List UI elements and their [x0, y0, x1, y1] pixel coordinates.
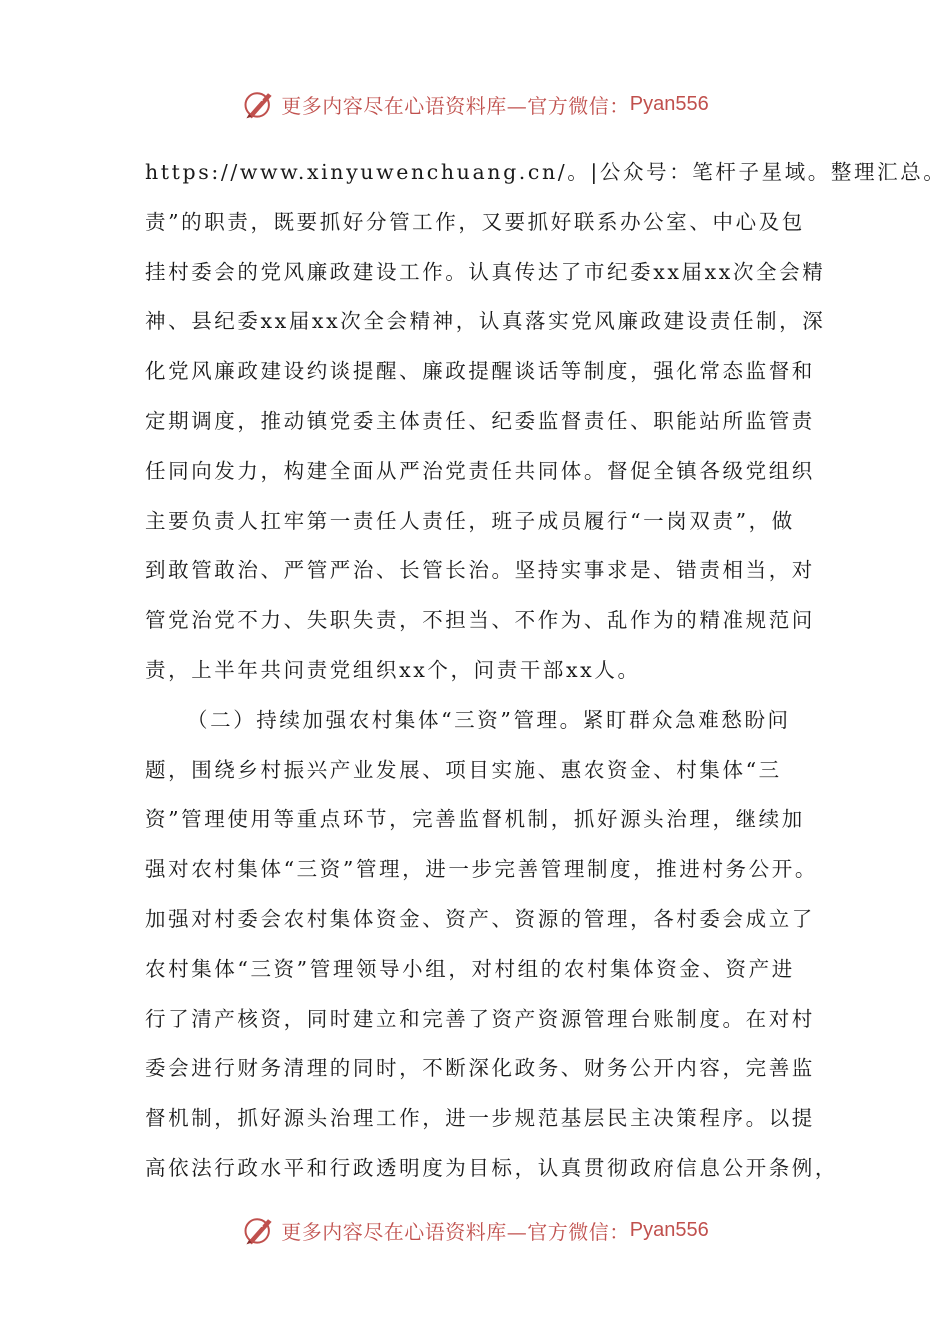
- text-line: https://www.xinyuwenchuang.cn/。|公众号：笔杆子星域。整理汇总。: [145, 160, 947, 184]
- pen-logo-icon: [241, 1212, 277, 1248]
- banner-wechat-id: Pyan556: [629, 92, 709, 115]
- banner-text: 更多内容尽在心语资料库—官方微信：: [281, 93, 630, 118]
- text-line: 加强对村委会农村集体资金、资产、资源的管理，各村委会成立了: [145, 906, 815, 931]
- text-line: 强对农村集体“三资”管理，进一步完善管理制度，推进村务公开。: [145, 857, 818, 882]
- text-line: 行了清产核资，同时建立和完善了资产资源管理台账制度。在对村: [145, 1006, 815, 1031]
- text-line: 挂村委会的党风廉政建设工作。认真传达了市纪委xx届xx次全会精: [145, 259, 826, 284]
- header-watermark-banner: [0, 84, 950, 124]
- text-line: 神、县纪委xx届xx次全会精神，认真落实党风廉政建设责任制，深: [145, 309, 826, 334]
- text-line: 农村集体“三资”管理领导小组，对村组的农村集体资金、资产进: [145, 956, 795, 981]
- text-line: 责，上半年共问责党组织xx个，问责干部xx人。: [145, 657, 641, 682]
- document-body: [145, 148, 947, 1194]
- text-line: 任同向发力，构建全面从严治党责任共同体。督促全镇各级党组织: [145, 458, 815, 483]
- text-line: 到敢管敢治、严管严治、长管长治。坚持实事求是、错责相当，对: [145, 558, 815, 583]
- section-heading-line: （二）持续加强农村集体“三资”管理。紧盯群众急难愁盼问: [187, 707, 791, 732]
- banner-text: 更多内容尽在心语资料库—官方微信：: [281, 1219, 630, 1244]
- text-line: 化党风廉政建设约谈提醒、廉政提醒谈话等制度，强化常态监督和: [145, 359, 815, 384]
- banner-wechat-id: Pyan556: [629, 1218, 709, 1241]
- text-line: 定期调度，推动镇党委主体责任、纪委监督责任、职能站所监管责: [145, 408, 815, 433]
- text-line: 管党治党不力、失职失责，不担当、不作为、乱作为的精准规范问: [145, 608, 815, 633]
- text-line: 责”的职责，既要抓好分管工作，又要抓好联系办公室、中心及包: [145, 209, 805, 234]
- footer-watermark-banner: [0, 1210, 950, 1250]
- pen-logo-icon: [241, 86, 277, 122]
- text-line: 题，围绕乡村振兴产业发展、项目实施、惠农资金、村集体“三: [145, 757, 782, 782]
- text-line: 督机制，抓好源头治理工作，进一步规范基层民主决策程序。以提: [145, 1106, 815, 1131]
- text-line: 主要负责人扛牢第一责任人责任，班子成员履行“一岗双责”，做: [145, 508, 795, 533]
- text-line: 高依法行政水平和行政透明度为目标，认真贯彻政府信息公开条例，: [145, 1155, 838, 1180]
- text-line: 资”管理使用等重点环节，完善监督机制，抓好源头治理，继续加: [145, 807, 805, 832]
- text-line: 委会进行财务清理的同时，不断深化政务、财务公开内容，完善监: [145, 1056, 815, 1081]
